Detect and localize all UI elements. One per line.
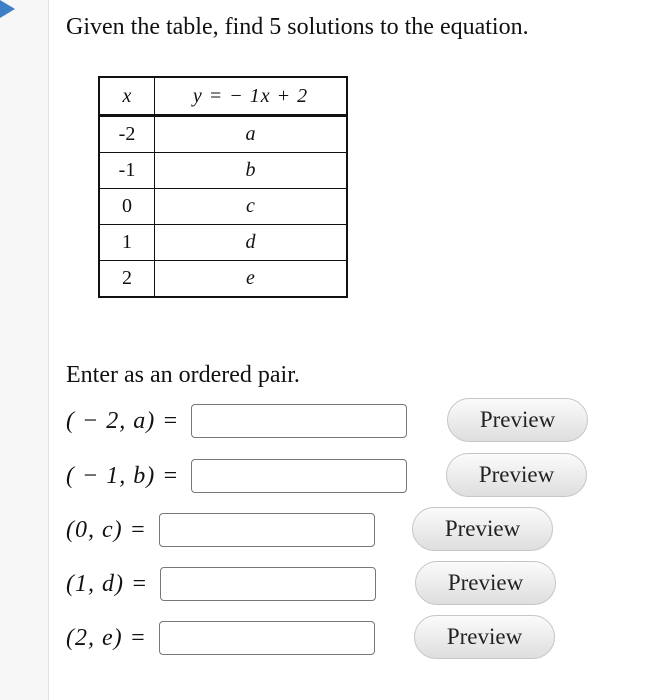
answer-row-neg1 <box>66 457 407 495</box>
table-row <box>99 116 347 153</box>
value-table <box>98 76 348 298</box>
table-cell-x: 1 <box>99 225 155 261</box>
table-header-y: y = − 1x + 2 <box>155 77 348 116</box>
table-cell-y: d <box>155 225 348 261</box>
preview-button-1[interactable]: Preview <box>415 561 556 605</box>
answer-label: (2, e) = <box>66 624 147 651</box>
answer-label: (0, c) = <box>66 516 147 543</box>
answer-input-1[interactable] <box>160 567 376 601</box>
table-cell-y: c <box>155 189 348 225</box>
table-row <box>99 225 347 261</box>
table-cell-x: -2 <box>99 116 155 153</box>
answer-label: ( − 1, b) = <box>66 462 180 489</box>
play-triangle-icon <box>0 0 15 18</box>
answer-input-2[interactable] <box>159 621 375 655</box>
table-cell-y: b <box>155 153 348 189</box>
preview-button-0[interactable]: Preview <box>412 507 553 551</box>
table-cell-x: -1 <box>99 153 155 189</box>
table-cell-x: 0 <box>99 189 155 225</box>
answer-label: ( − 2, a) = <box>66 407 180 434</box>
instruction-text: Enter as an ordered pair. <box>66 362 300 388</box>
answer-input-neg2[interactable] <box>191 404 407 438</box>
answer-label: (1, d) = <box>66 570 149 597</box>
table-header-x: x <box>99 77 155 116</box>
table-cell-y: a <box>155 116 348 153</box>
answer-row-0 <box>66 511 375 549</box>
left-margin-strip <box>0 0 49 700</box>
table-cell-y: e <box>155 261 348 298</box>
answer-input-neg1[interactable] <box>191 459 407 493</box>
answer-row-1 <box>66 565 376 603</box>
question-text: Given the table, find 5 solutions to the equation. <box>66 14 529 40</box>
preview-button-2[interactable]: Preview <box>414 615 555 659</box>
table-row <box>99 261 347 298</box>
answer-row-2 <box>66 619 375 657</box>
table-row <box>99 189 347 225</box>
preview-button-neg2[interactable]: Preview <box>447 398 588 442</box>
table-row <box>99 153 347 189</box>
table-cell-x: 2 <box>99 261 155 298</box>
preview-button-neg1[interactable]: Preview <box>446 453 587 497</box>
answer-row-neg2 <box>66 402 407 440</box>
answer-input-0[interactable] <box>159 513 375 547</box>
